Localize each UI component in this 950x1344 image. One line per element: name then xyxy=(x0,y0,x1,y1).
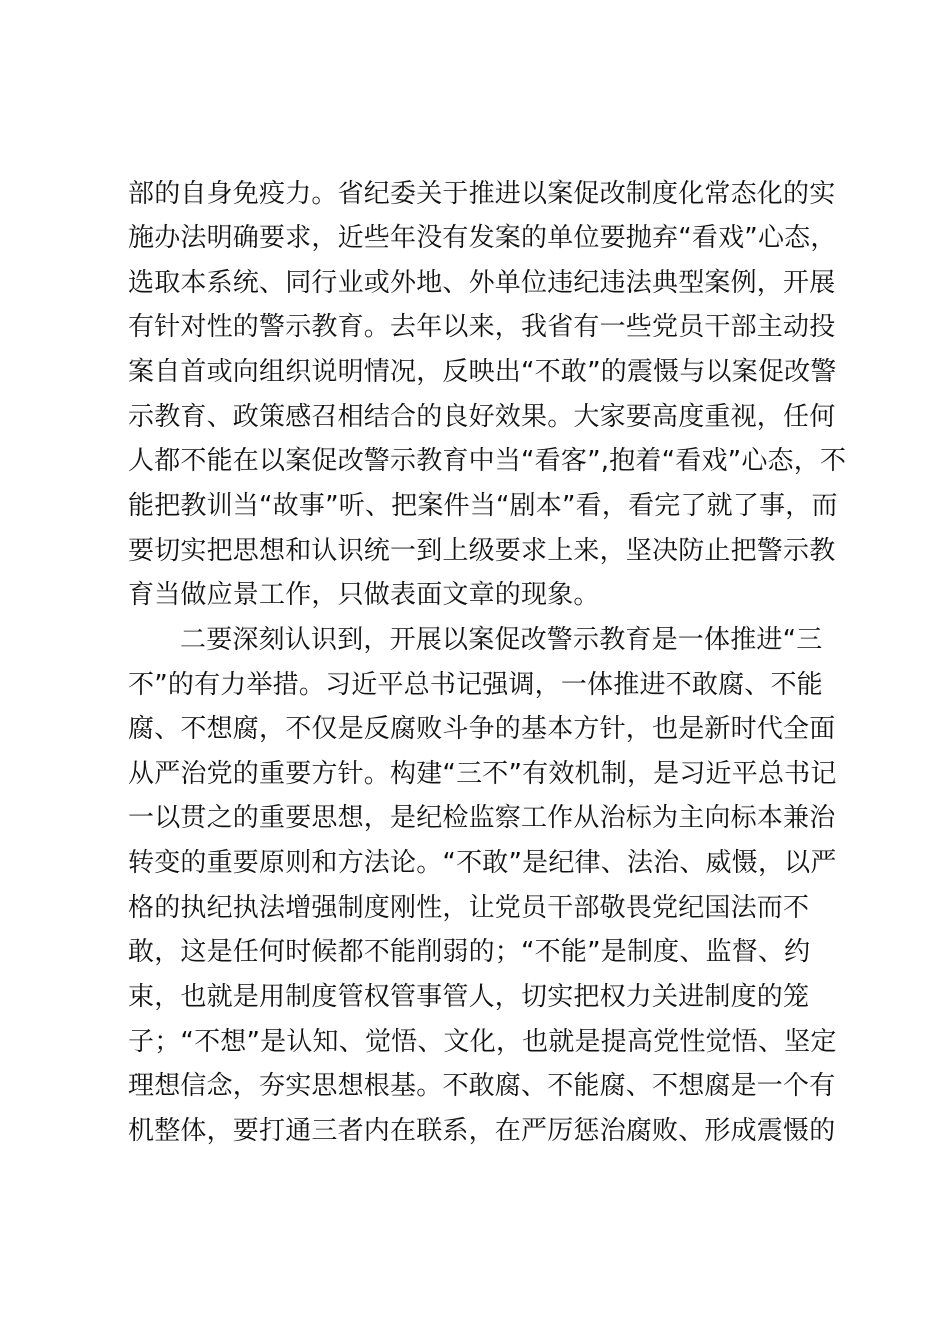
text-line: 一以贯之的重要思想，是纪检监察工作从治标为主向标本兼治 xyxy=(128,803,836,833)
text-line: 不”的有力举措。习近平总书记强调，一体推进不敢腐、不能 xyxy=(128,670,823,700)
text-line: 敢，这是任何时候都不能削弱的；“不能”是制度、监督、约 xyxy=(128,937,811,967)
text-line: 转变的重要原则和方法论。“不敢”是纪律、法治、威慑，以严 xyxy=(128,848,837,878)
text-line: 机整体，要打通三者内在联系，在严厉惩治腐败、形成震慑的 xyxy=(128,1116,836,1146)
text-line: 子；“不想”是认知、觉悟、文化，也就是提高党性觉悟、坚定 xyxy=(128,1027,837,1057)
paragraph-start-line: 二要深刻认识到，开展以案促改警示教育是一体推进“三 xyxy=(180,625,823,655)
text-line: 有针对性的警示教育。去年以来，我省有一些党员干部主动投 xyxy=(128,312,836,342)
text-line: 从严治党的重要方针。构建“三不”有效机制，是习近平总书记 xyxy=(128,759,837,789)
text-line: 选取本系统、同行业或外地、外单位违纪违法典型案例，开展 xyxy=(128,268,836,298)
text-line: 育当做应景工作，只做表面文章的现象。 xyxy=(128,580,600,610)
text-line: 人都不能在以案促改警示教育中当“看客”,抱着“看戏”心态，不 xyxy=(128,446,847,476)
text-line: 施办法明确要求，近些年没有发案的单位要抛弃“看戏”心态， xyxy=(128,223,837,253)
text-line: 案自首或向组织说明情况，反映出“不敢”的震慑与以案促改警 xyxy=(128,357,837,387)
text-line: 能把教训当“故事”听、把案件当“剧本”看，看完了就了事，而 xyxy=(128,491,838,521)
text-line: 示教育、政策感召相结合的良好效果。大家要高度重视，任何 xyxy=(128,402,836,432)
text-line: 腐、不想腐，不仅是反腐败斗争的基本方针，也是新时代全面 xyxy=(128,714,836,744)
text-line: 部的自身免疫力。省纪委关于推进以案促改制度化常态化的实 xyxy=(128,179,836,209)
text-line: 理想信念，夯实思想根基。不敢腐、不能腐、不想腐是一个有 xyxy=(128,1071,836,1101)
text-line: 束，也就是用制度管权管事管人，切实把权力关进制度的笼 xyxy=(128,982,810,1012)
text-line: 要切实把思想和认识统一到上级要求上来，坚决防止把警示教 xyxy=(128,536,836,566)
text-line: 格的执纪执法增强制度刚性，让党员干部敬畏党纪国法而不 xyxy=(128,893,810,923)
